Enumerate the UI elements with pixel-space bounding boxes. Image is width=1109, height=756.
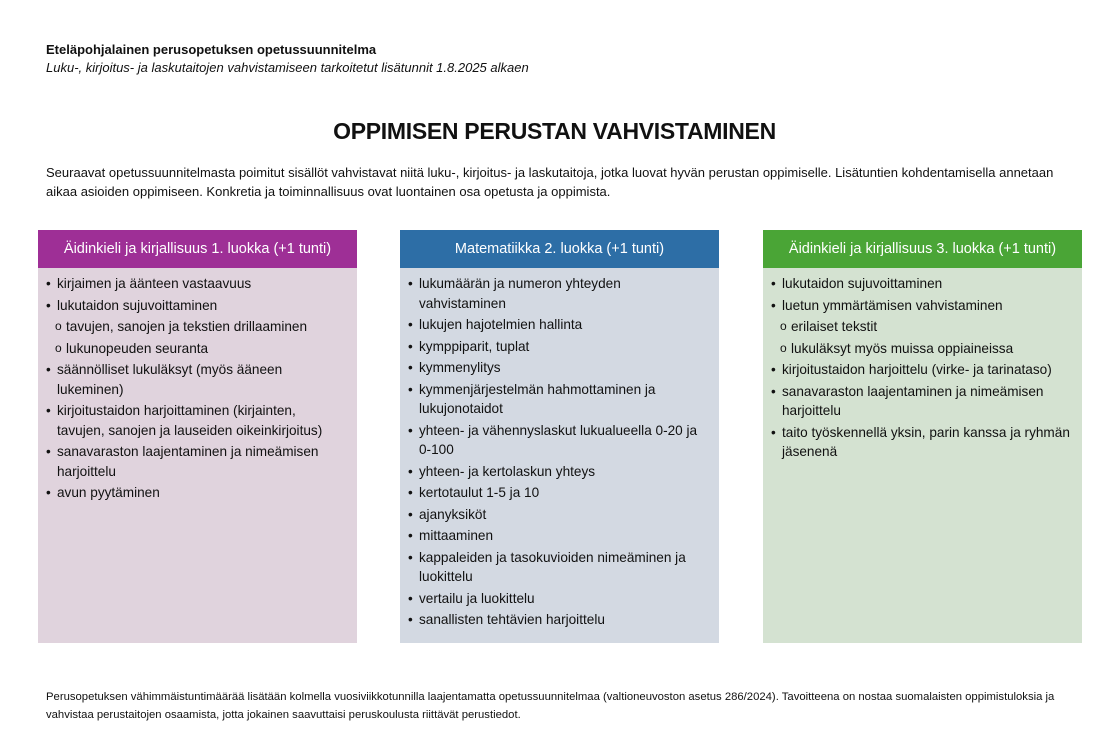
bullet-icon: • xyxy=(408,360,413,375)
panel-header: Matematiikka 2. luokka (+1 tunti) xyxy=(400,230,719,268)
list-item: • taito työskennellä yksin, parin kanssa ja ryhmän jäsenenä xyxy=(771,424,1070,459)
bullet-icon: • xyxy=(46,485,51,500)
bullet-icon: • xyxy=(408,463,413,479)
bullet-icon: • xyxy=(46,403,51,418)
bullet-icon: • xyxy=(408,506,413,522)
hollow-bullet-icon: o xyxy=(55,340,62,355)
bullet-icon: • xyxy=(771,276,776,291)
list-item: • yhteen- ja kertolaskun yhteys xyxy=(408,462,709,482)
bullet-icon: • xyxy=(408,528,413,543)
list-item: • yhteen- ja vähennyslaskut lukualueella 0-20 ja 0-100 xyxy=(408,422,698,457)
organization-title: Eteläpohjalainen perusopetuksen opetussuunnitelma xyxy=(46,42,377,57)
list-item: • sanavaraston laajentaminen ja nimeämisen harjoittelu xyxy=(46,444,319,479)
list-item: • kymmenjärjestelmän hahmottaminen ja lukujonotaidot xyxy=(408,381,656,416)
hollow-bullet-icon: o xyxy=(780,319,787,333)
panel-list xyxy=(763,268,1082,462)
bullet-icon: • xyxy=(408,276,413,291)
hollow-bullet-icon: o xyxy=(55,319,62,333)
bullet-icon: • xyxy=(771,362,776,377)
hollow-bullet-icon: o xyxy=(780,340,787,355)
list-item: • lukutaidon sujuvoittaminen xyxy=(771,274,1072,294)
list-item: • lukujen hajotelmien hallinta xyxy=(408,315,709,335)
bullet-icon: • xyxy=(408,485,413,500)
bullet-icon: • xyxy=(408,381,413,397)
bullet-icon: • xyxy=(771,297,776,313)
bullet-icon: • xyxy=(408,549,413,565)
list-item: • sanavaraston laajentaminen ja nimeämisen harjoittelu xyxy=(771,383,1044,418)
bullet-icon: • xyxy=(46,297,51,313)
list-item: • kappaleiden ja tasokuvioiden nimeäminen ja luokittelu xyxy=(408,549,686,584)
list-item: • avun pyytäminen xyxy=(46,483,347,503)
document-subtitle: Luku-, kirjoitus- ja laskutaitojen vahvistamiseen tarkoitetut lisätunnit 1.8.2025 alkaen xyxy=(46,60,529,75)
list-item: • vertailu ja luokittelu xyxy=(408,589,709,609)
list-item: • kirjoitustaidon harjoittaminen (kirjainten, tavujen, sanojen ja lauseiden oikeinkirjoitus) xyxy=(46,403,323,438)
page-title: OPPIMISEN PERUSTAN VAHVISTAMINEN xyxy=(333,118,776,144)
list-item: • sanallisten tehtävien harjoittelu xyxy=(408,610,709,630)
list-item: • mittaaminen xyxy=(408,526,709,546)
document-header xyxy=(46,41,529,77)
footer-note: Perusopetuksen vähimmäistuntimäärää lisätään kolmella vuosiviikkotunnilla laajentamatta opetussuunnitelmaa (valtioneuvoston asetus 286/2024). Tavoitteena on nostaa suomalaisten oppimistuloksia ja vahvistaa perustaitojen osaamista, jotta jokainen saavuttaisi peruskoulusta riittävät perustiedot. xyxy=(46,691,1055,721)
bullet-icon: • xyxy=(408,590,413,606)
bullet-icon: • xyxy=(408,422,413,438)
list-item: • kertotaulut 1-5 ja 10 xyxy=(408,483,709,503)
panel-header: Äidinkieli ja kirjallisuus 3. luokka (+1 tunti) xyxy=(763,230,1082,268)
list-subitem: o lukuläksyt myös muissa oppiaineissa xyxy=(771,339,1072,359)
list-subitem: o erilaiset tekstit xyxy=(771,317,1072,337)
bullet-icon: • xyxy=(46,362,51,377)
bullet-icon: • xyxy=(408,338,413,354)
list-item: • ajanyksiköt xyxy=(408,505,709,525)
list-subitem: o tavujen, sanojen ja tekstien drillaaminen xyxy=(46,317,347,337)
bullet-icon: • xyxy=(408,317,413,332)
list-item: • lukumäärän ja numeron yhteyden vahvistaminen xyxy=(408,276,621,311)
list-item: • lukutaidon sujuvoittaminen xyxy=(46,296,347,316)
panel-list xyxy=(38,268,357,503)
list-item: • kirjoitustaidon harjoittelu (virke- ja tarinataso) xyxy=(771,360,1072,380)
bullet-icon: • xyxy=(771,383,776,399)
bullet-icon: • xyxy=(771,424,776,440)
list-item: • luetun ymmärtämisen vahvistaminen xyxy=(771,296,1072,316)
list-item: • kirjaimen ja äänteen vastaavuus xyxy=(46,274,347,294)
panel-finnish-grade-3 xyxy=(763,230,1082,643)
panel-finnish-grade-1 xyxy=(38,230,357,643)
bullet-icon: • xyxy=(46,276,51,291)
list-item: • säännölliset lukuläksyt (myös ääneen lukeminen) xyxy=(46,362,283,397)
list-subitem: o lukunopeuden seuranta xyxy=(46,339,347,359)
bullet-icon: • xyxy=(408,612,413,627)
bullet-icon: • xyxy=(46,444,51,459)
panel-list xyxy=(400,268,719,630)
panel-header: Äidinkieli ja kirjallisuus 1. luokka (+1 tunti) xyxy=(38,230,357,268)
list-item: • kymppiparit, tuplat xyxy=(408,337,709,357)
list-item: • kymmenylitys xyxy=(408,358,709,378)
intro-paragraph: Seuraavat opetussuunnitelmasta poimitut sisällöt vahvistavat niitä luku-, kirjoitus- ja laskutaitoja, jotka luovat hyvän perustan oppimiselle. Lisätuntien kohdentamisella annetaan aikaa asioiden oppimiseen. Konkretia ja toiminnallisuus ovat luontainen osa opetusta ja oppimista. xyxy=(46,165,1054,199)
panel-math-grade-2 xyxy=(400,230,719,643)
